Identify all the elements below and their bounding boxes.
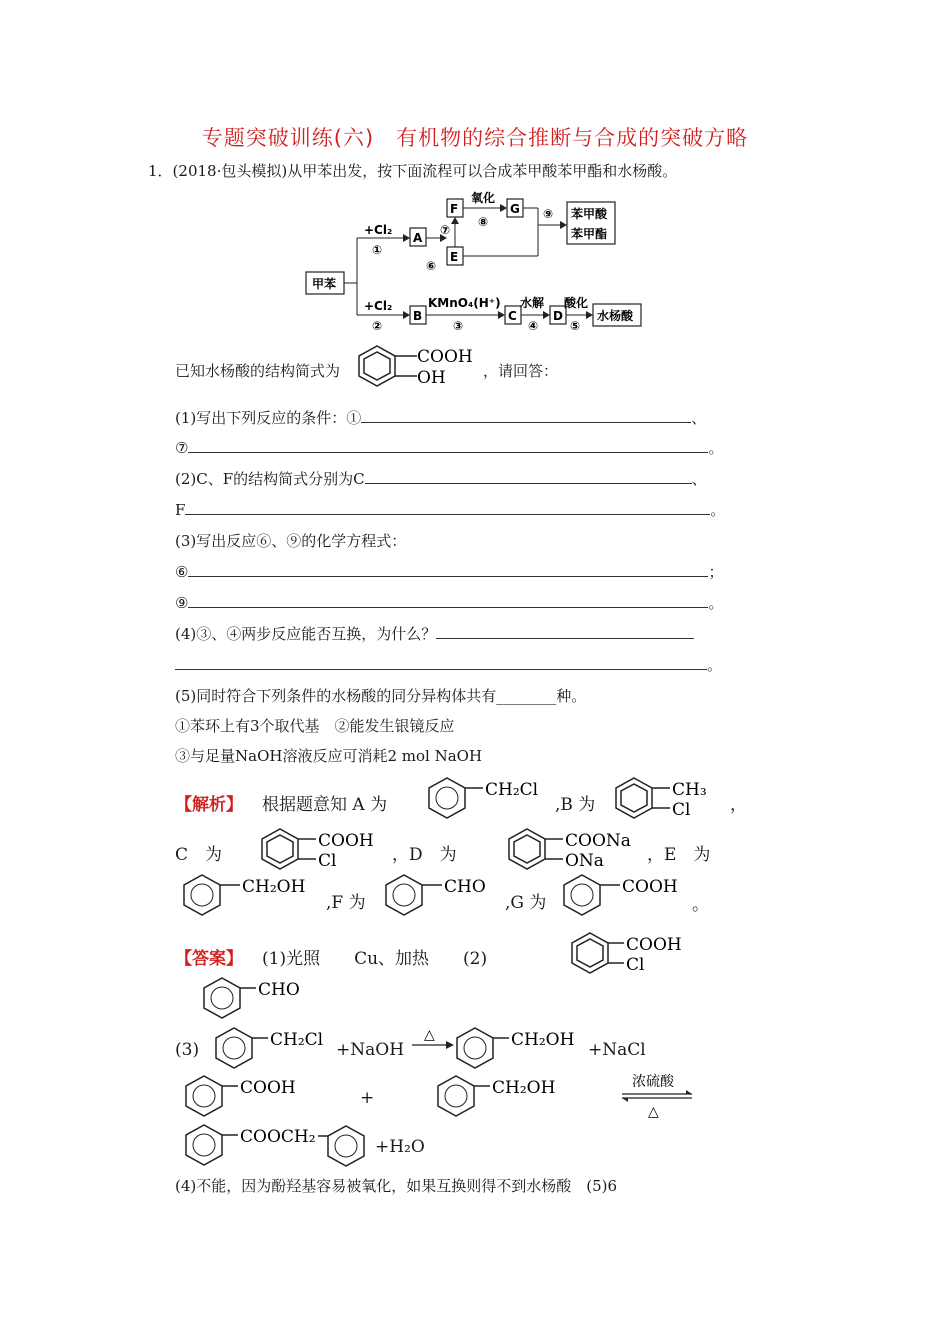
answer-f-label: CHO <box>258 980 300 1000</box>
analysis-text-7: ,F 为 <box>326 893 366 913</box>
answer-c-label-2: Cl <box>626 955 645 975</box>
step-8: ⑧ <box>478 215 489 229</box>
answer-text-4: (4)不能，因为酚羟基容易被氧化，如果互换则得不到水杨酸 (5)6 <box>175 1177 618 1195</box>
part-5-text: (5)同时符合下列条件的水杨酸的同分异构体共有________种。 <box>175 687 587 705</box>
analysis-text-8: ,G 为 <box>505 893 547 913</box>
kmno4-label: KMnO₄(H⁺) <box>428 296 501 310</box>
page-title: 专题突破训练(六) 有机物的综合推断与合成的突破方略 <box>201 126 749 150</box>
oxidize-label: 氧化 <box>471 191 496 205</box>
part-3a-text: ⑥ <box>175 563 189 581</box>
part-2b-text: F <box>175 501 186 519</box>
product-1b: 苯甲酯 <box>571 227 608 241</box>
part-2-line <box>175 468 707 489</box>
part-1b-end: 。 <box>708 439 724 457</box>
answer-blank-3a[interactable] <box>188 562 708 577</box>
answer-c-label-1: COOH <box>626 935 682 955</box>
part-4-line <box>175 623 694 644</box>
label-e-structure: CH₂OH <box>242 877 306 897</box>
label-d-structure-2: ONa <box>565 851 604 871</box>
reaction1-arrow <box>410 1025 455 1055</box>
product-benzyl-benzoate <box>182 1122 372 1170</box>
reactant-benzyl-alcohol <box>434 1073 564 1119</box>
label-d-structure-1: COONa <box>565 831 631 851</box>
reaction2-catalyst: 浓硫酸 <box>632 1074 674 1090</box>
answer-blank-4b[interactable] <box>175 655 707 670</box>
label-g: G <box>510 202 520 216</box>
label-f: F <box>450 202 459 216</box>
product-1a: 苯甲酸 <box>571 207 608 221</box>
answer-text-3: (3) <box>175 1040 200 1060</box>
part-3b-text: ⑨ <box>175 594 189 612</box>
part-3a-line <box>175 561 723 582</box>
label-d: D <box>553 309 563 323</box>
synthesis-flowchart <box>300 190 660 335</box>
structure-c <box>258 826 388 872</box>
part-3b-end: 。 <box>708 594 724 612</box>
part-4b-line <box>175 654 722 675</box>
analysis-text-9: 。 <box>692 895 709 915</box>
structure-d <box>505 826 645 872</box>
answer-blank-2b[interactable] <box>185 500 710 515</box>
answer-text-1: (1)光照 Cu、加热 (2) <box>262 949 488 969</box>
label-e: E <box>450 250 459 264</box>
product-benzyl-alcohol <box>453 1025 583 1071</box>
analysis-text-6: ，E 为 <box>647 845 711 865</box>
lower-reagent: +Cl₂ <box>364 299 393 313</box>
reaction1-nacl: +NaCl <box>588 1040 646 1060</box>
analysis-tag: 【解析】 <box>175 795 243 815</box>
part-1b-text: ⑦ <box>175 439 189 457</box>
part-4-end: 。 <box>707 656 723 674</box>
step-5: ⑤ <box>570 319 581 333</box>
reaction2-heat: △ <box>648 1104 659 1120</box>
analysis-text-2: ,B 为 <box>555 795 596 815</box>
part-1-line <box>175 407 706 428</box>
part-2-end: 、 <box>691 470 707 488</box>
answer-blank-1a[interactable] <box>361 408 691 423</box>
known-prefix: 已知水杨酸的结构简式为 <box>175 362 341 380</box>
reaction2-equilibrium-arrow <box>618 1070 696 1120</box>
structure-f <box>382 872 502 918</box>
label-a-structure: CH₂Cl <box>485 780 539 800</box>
part-1-end: 、 <box>691 409 707 427</box>
part-2b-line <box>175 499 725 520</box>
part-2b-end: 。 <box>710 501 726 519</box>
answer-tag: 【答案】 <box>175 949 243 969</box>
label-b-structure-1: CH₃ <box>672 780 707 800</box>
label-g-structure: COOH <box>622 877 678 897</box>
reaction2-reactant2-label: CH₂OH <box>492 1078 556 1098</box>
salicylic-acid-structure <box>355 343 490 389</box>
label-a: A <box>413 231 423 245</box>
step-1: ① <box>372 243 383 257</box>
reaction2-reactant-label: COOH <box>240 1078 296 1098</box>
reactant-benzyl-chloride <box>212 1025 337 1071</box>
structure-a <box>425 775 555 821</box>
label-b-structure-2: Cl <box>672 800 691 820</box>
part-1-text: (1)写出下列反应的条件：① <box>175 409 362 427</box>
known-suffix: ，请回答： <box>483 362 559 380</box>
analysis-text-1: 根据题意知 A 为 <box>262 795 388 815</box>
product-2: 水杨酸 <box>597 309 634 323</box>
structure-g <box>560 872 690 918</box>
part-4-text: (4)③、④两步反应能否互换，为什么？ <box>175 625 437 643</box>
part-3-text: (3)写出反应⑥、⑨的化学方程式： <box>175 532 407 550</box>
part-2-text: (2)C、F的结构简式分别为C <box>175 470 365 488</box>
hydrolysis-label: 水解 <box>520 296 545 310</box>
analysis-text-4: C 为 <box>175 845 223 865</box>
analysis-text-5: ，D 为 <box>392 845 457 865</box>
reaction2-plus: + <box>360 1088 375 1108</box>
condition-1: ①苯环上有3个取代基 ②能发生银镜反应 <box>175 717 455 735</box>
step-4: ④ <box>528 319 539 333</box>
answer-blank-4a[interactable] <box>436 624 694 639</box>
reaction2-water: +H₂O <box>375 1137 425 1157</box>
question-intro: 1．(2018·包头模拟)从甲苯出发，按下面流程可以合成苯甲酸苯甲酯和水杨酸。 <box>148 162 678 180</box>
step-7: ⑦ <box>440 223 451 237</box>
part-3b-line <box>175 592 723 613</box>
step-6: ⑥ <box>426 259 437 273</box>
condition-2: ③与足量NaOH溶液反应可消耗2 mol NaOH <box>175 747 483 765</box>
step-3: ③ <box>453 319 464 333</box>
known-cooh: COOH <box>417 347 473 367</box>
toluene-label: 甲苯 <box>312 277 337 291</box>
analysis-text-3: ， <box>730 795 747 815</box>
answer-structure-f <box>200 975 315 1021</box>
upper-reagent: +Cl₂ <box>364 223 393 237</box>
reaction1-product-label: CH₂OH <box>511 1030 575 1050</box>
reaction2-product-label: COOCH₂ <box>240 1127 316 1147</box>
answer-structure-c <box>568 930 693 976</box>
reaction1-reactant-label: CH₂Cl <box>270 1030 324 1050</box>
label-b: B <box>413 309 423 323</box>
known-oh: OH <box>417 368 446 388</box>
reactant-benzoic-acid <box>182 1073 307 1119</box>
label-c-structure-1: COOH <box>318 831 374 851</box>
step-9: ⑨ <box>543 207 554 221</box>
reaction1-naoh: +NaOH <box>336 1040 405 1060</box>
part-1b-line <box>175 437 723 458</box>
label-f-structure: CHO <box>444 877 486 897</box>
acidify-label: 酸化 <box>564 296 589 310</box>
reaction1-condition: △ <box>424 1027 435 1043</box>
label-c: C <box>508 309 517 323</box>
answer-blank-1b[interactable] <box>188 438 708 453</box>
answer-blank-3b[interactable] <box>188 593 708 608</box>
answer-blank-2a[interactable] <box>365 469 692 484</box>
step-2: ② <box>372 319 383 333</box>
structure-e <box>180 872 325 918</box>
structure-b <box>612 775 722 821</box>
part-3a-end: ； <box>708 563 724 581</box>
label-c-structure-2: Cl <box>318 851 337 871</box>
